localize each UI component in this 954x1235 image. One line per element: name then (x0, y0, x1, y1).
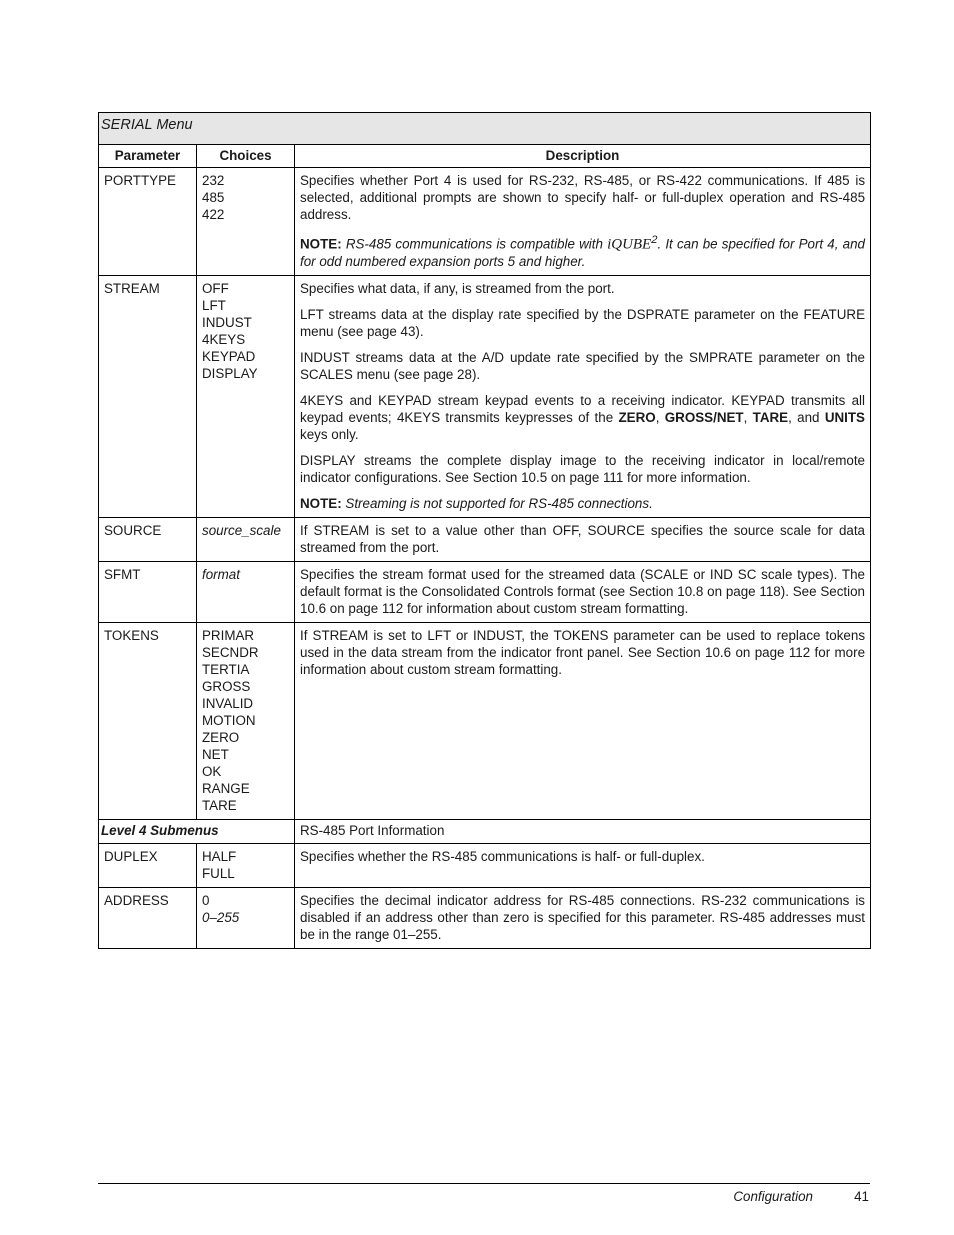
note-text: Streaming is not supported for RS-485 connections. (345, 496, 653, 512)
param-address: ADDRESS (99, 888, 197, 949)
choices-porttype (197, 168, 295, 276)
choice-item: RANGE (202, 781, 250, 797)
choice-item: 0 (202, 893, 210, 909)
separator: , and (788, 410, 820, 426)
param-source: SOURCE (99, 518, 197, 562)
key-gross-net: GROSS/NET (664, 410, 744, 426)
choice-item: TARE (202, 798, 237, 814)
desc-address: Specifies the decimal indicator address for RS-485 connections. RS-232 communications is disabled if an address other than zero is specified for this parameter. RS-485 addresses must be in the range 01–255. (295, 888, 871, 949)
choice-item: MOTION (202, 713, 256, 729)
desc-text: keys only. (300, 427, 359, 443)
desc-duplex: Specifies whether the RS-485 communications is half- or full-duplex. (295, 844, 871, 888)
param-tokens: TOKENS (99, 623, 197, 820)
table-row-tokens (99, 623, 871, 820)
footer-section-title: Configuration (733, 1189, 813, 1204)
choice-item: FULL (202, 866, 235, 882)
table-row-level4-submenus (99, 820, 871, 844)
table-row-sfmt (99, 562, 871, 623)
choices-source: source_scale (197, 518, 295, 562)
choice-item: ZERO (202, 730, 240, 746)
choice-item: PRIMAR (202, 628, 255, 644)
param-porttype: PORTTYPE (99, 168, 197, 276)
desc-paragraph: DISPLAY streams the complete display image to the receiving indicator in local/remote indicator configurations. See Section 10.5 on page 111 for more information. (300, 453, 866, 486)
table-row-duplex (99, 844, 871, 888)
desc-paragraph: LFT streams data at the display rate specified by the DSPRATE parameter on the FEATURE menu (see page 43). (300, 307, 866, 340)
footer-divider (98, 1183, 870, 1184)
iqube-product-name: iQUBE (607, 236, 652, 253)
choice-item: OK (202, 764, 222, 780)
choice-item: LFT (202, 298, 226, 314)
param-sfmt: SFMT (99, 562, 197, 623)
choices-tokens (197, 623, 295, 820)
choice-item: 485 (202, 190, 225, 205)
key-tare: TARE (752, 410, 789, 426)
level4-submenus-desc: RS-485 Port Information (295, 820, 871, 844)
desc-source: If STREAM is set to a value other than OFF, SOURCE specifies the source scale for data streamed from the port. (295, 518, 871, 562)
note-paragraph (300, 495, 865, 512)
desc-paragraph-keys (300, 392, 865, 443)
table-row-address (99, 888, 871, 949)
serial-menu-table (98, 112, 871, 949)
choices-sfmt: format (197, 562, 295, 623)
choices-address (197, 888, 295, 949)
desc-paragraph: INDUST streams data at the A/D update rate specified by the SMPRATE parameter on the SCALES menu (see page 28). (300, 350, 866, 383)
level4-submenus-label: Level 4 Submenus (99, 820, 295, 844)
desc-porttype (295, 168, 871, 276)
choice-item: INDUST (202, 315, 252, 331)
desc-stream (295, 276, 871, 518)
separator: , (743, 410, 748, 426)
choice-item: HALF (202, 849, 237, 865)
choice-item: TERTIA (202, 662, 250, 678)
footer-page-number: 41 (854, 1189, 869, 1204)
note-label: NOTE: (300, 236, 342, 252)
choice-item: NET (202, 747, 229, 763)
desc-text: 4KEYS and KEYPAD stream keypad events to a receiving indicator. KEYPAD transmits all keypad events; 4KEYS transmits keypresses of the (300, 393, 866, 426)
choices-stream (197, 276, 295, 518)
iqube-superscript: 2 (651, 234, 658, 246)
choice-item: 4KEYS (202, 332, 246, 348)
key-zero: ZERO (618, 410, 656, 426)
header-description: Description (295, 145, 871, 168)
desc-sfmt: Specifies the stream format used for the streamed data (SCALE or IND SC scale types). The default format is the Consolidated Controls format (see Section 10.8 on page 118). See Section 10.6 on page 112 for information about custom stream formatting. (295, 562, 871, 623)
note-paragraph (300, 232, 865, 270)
table-row-porttype (99, 168, 871, 276)
table-title: SERIAL Menu (99, 113, 871, 145)
note-text-cont: . It can be specified for Port 4, and for odd numbered expansion ports 5 and higher. (300, 236, 865, 270)
choice-item: OFF (202, 281, 229, 297)
table-title-row (99, 113, 871, 145)
choices-duplex (197, 844, 295, 888)
note-label: NOTE: (300, 496, 342, 512)
separator: , (655, 410, 660, 426)
header-choices: Choices (197, 145, 295, 168)
desc-tokens: If STREAM is set to LFT or INDUST, the TOKENS parameter can be used to replace tokens used in the data stream from the indicator front panel. See Section 10.6 on page 112 for more information about custom stream formatting. (295, 623, 871, 820)
choice-item: KEYPAD (202, 349, 256, 365)
desc-paragraph: Specifies what data, if any, is streamed from the port. (300, 281, 615, 297)
choice-item: SECNDR (202, 645, 259, 661)
key-units: UNITS (824, 410, 865, 426)
choice-item: DISPLAY (202, 366, 258, 382)
table-row-stream (99, 276, 871, 518)
choice-item: 422 (202, 207, 225, 222)
param-duplex: DUPLEX (99, 844, 197, 888)
param-stream: STREAM (99, 276, 197, 518)
table-row-source (99, 518, 871, 562)
choice-item: GROSS (202, 679, 251, 695)
table-header-row (99, 145, 871, 168)
choice-range: 0–255 (202, 910, 240, 926)
choice-item: INVALID (202, 696, 254, 712)
choice-item: 232 (202, 173, 225, 188)
note-text: RS-485 communications is compatible with (345, 236, 603, 252)
desc-paragraph: Specifies whether Port 4 is used for RS-232, RS-485, or RS-422 communications. If 485 is selected, additional prompts are shown to specify half- or full-duplex operation and RS-485 address. (300, 173, 866, 222)
header-parameter: Parameter (99, 145, 197, 168)
serial-menu-table-container (98, 112, 870, 949)
